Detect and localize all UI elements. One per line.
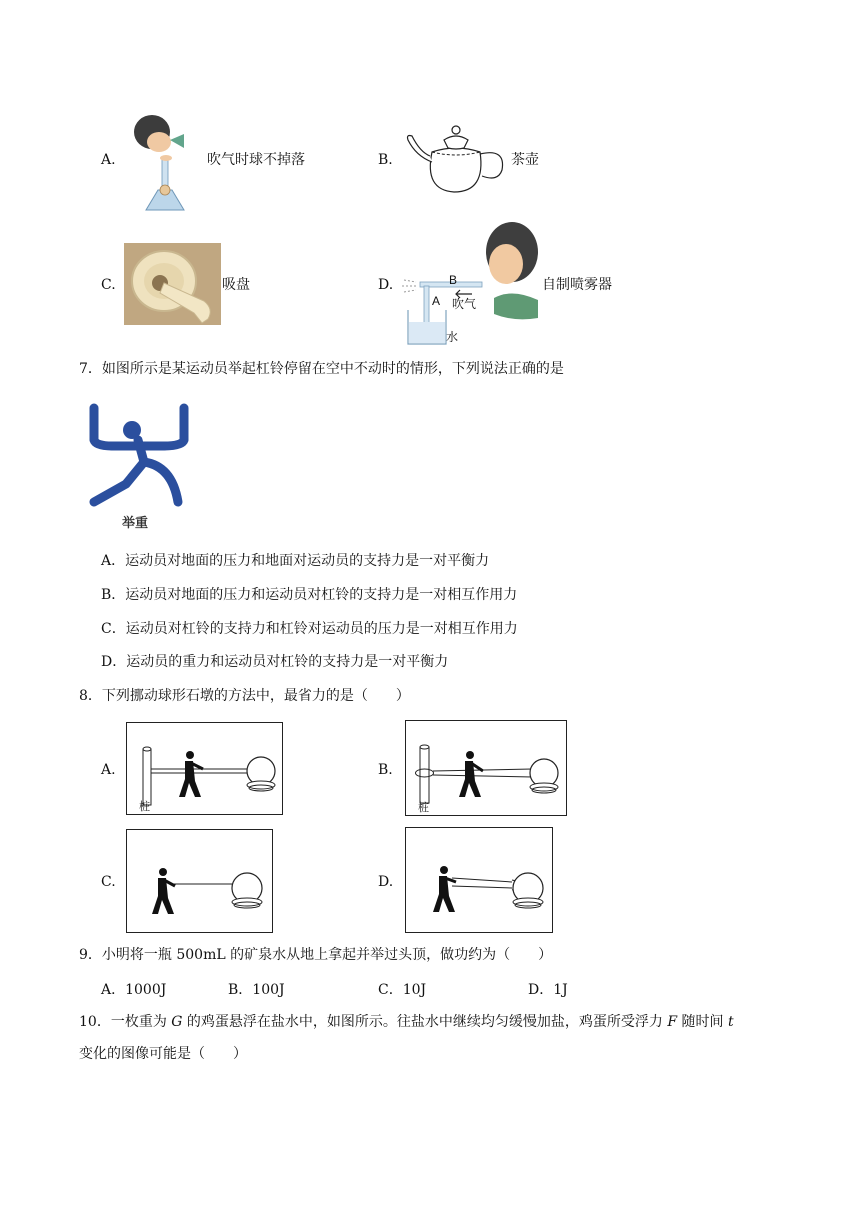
q8-b-post-rope-person-stone [406, 721, 568, 817]
q8-option-a-letter: A. [101, 762, 116, 778]
q10-symbol-t: t [727, 1014, 734, 1030]
q7-figure-caption: 举重 [122, 516, 149, 531]
q6-option-a-letter: A. [101, 152, 116, 168]
q6-d-label-blow: 吹气 [452, 297, 477, 311]
q8-stem: 8．下列挪动球形石墩的方法中，最省力的是（ ） [79, 688, 410, 704]
q9-option-a: A．1000J [101, 982, 167, 998]
q10-stem-line1 [79, 1012, 734, 1032]
q6-option-a-caption: 吹气时球不掉落 [207, 152, 305, 168]
q6-c-figure-suction-cup [124, 243, 221, 325]
q8-option-a-frame [126, 722, 283, 815]
q6-a-figure-boy-blowing-ball [126, 106, 204, 212]
q8-a-post-rope-person-stone [127, 723, 284, 816]
q6-option-b-caption: 茶壶 [511, 152, 539, 168]
q8-b-post-label: 桩 [418, 801, 429, 814]
q8-option-d-letter: D. [378, 874, 394, 890]
q8-option-c-frame [126, 829, 273, 933]
q9-stem: 9．小明将一瓶 500mL 的矿泉水从地上拿起并举过头顶，做功约为（ ） [79, 947, 553, 963]
q6-option-d-caption: 自制喷雾器 [542, 277, 612, 293]
q7-option-a: A．运动员对地面的压力和地面对运动员的支持力是一对平衡力 [101, 553, 490, 569]
q6-option-c-caption: 吸盘 [222, 277, 250, 293]
q8-option-c-letter: C. [101, 874, 116, 890]
q7-option-d: D．运动员的重力和运动员对杠铃的支持力是一对平衡力 [101, 654, 449, 670]
q10-stem-part3: 随时间 [677, 1014, 728, 1030]
q6-option-d-letter: D. [378, 277, 394, 293]
q9-option-b: B．100J [228, 982, 285, 998]
q7-weightlifter-pictogram [86, 400, 190, 512]
q8-c-person-rope-stone [127, 830, 274, 934]
q9-option-c: C．10J [378, 982, 427, 998]
q8-option-b-frame [405, 720, 567, 816]
q7-stem: 7．如图所示是某运动员举起杠铃停留在空中不动时的情形，下列说法正确的是 [79, 361, 564, 377]
q10-stem-part2: 的鸡蛋悬浮在盐水中，如图所示。往盐水中继续均匀缓慢加盐，鸡蛋所受浮力 [182, 1014, 668, 1030]
q8-option-d-frame [405, 827, 553, 933]
q7-option-b: B．运动员对地面的压力和运动员对杠铃的支持力是一对相互作用力 [101, 587, 518, 603]
q10-stem-part1: 10．一枚重为 [79, 1014, 172, 1030]
q9-option-d: D．1J [528, 982, 568, 998]
q6-d-label-b: B [449, 273, 458, 287]
q6-d-label-water: 水 [446, 330, 459, 344]
q10-symbol-F: F [667, 1014, 678, 1030]
q7-option-c: C．运动员对杠铃的支持力和杠铃对运动员的压力是一对相互作用力 [101, 621, 518, 637]
q6-d-figure-homemade-sprayer [402, 218, 542, 348]
q10-symbol-G: G [171, 1014, 183, 1030]
q8-d-person-rope-stone [406, 828, 554, 934]
q8-option-b-letter: B. [378, 762, 393, 778]
q6-option-b-letter: B. [378, 152, 393, 168]
q8-a-post-label: 桩 [139, 800, 150, 813]
q10-stem-line2: 变化的图像可能是（ ） [79, 1046, 247, 1062]
q6-d-label-a: A [432, 294, 441, 308]
q6-b-figure-teapot [402, 118, 508, 194]
q6-option-c-letter: C. [101, 277, 116, 293]
